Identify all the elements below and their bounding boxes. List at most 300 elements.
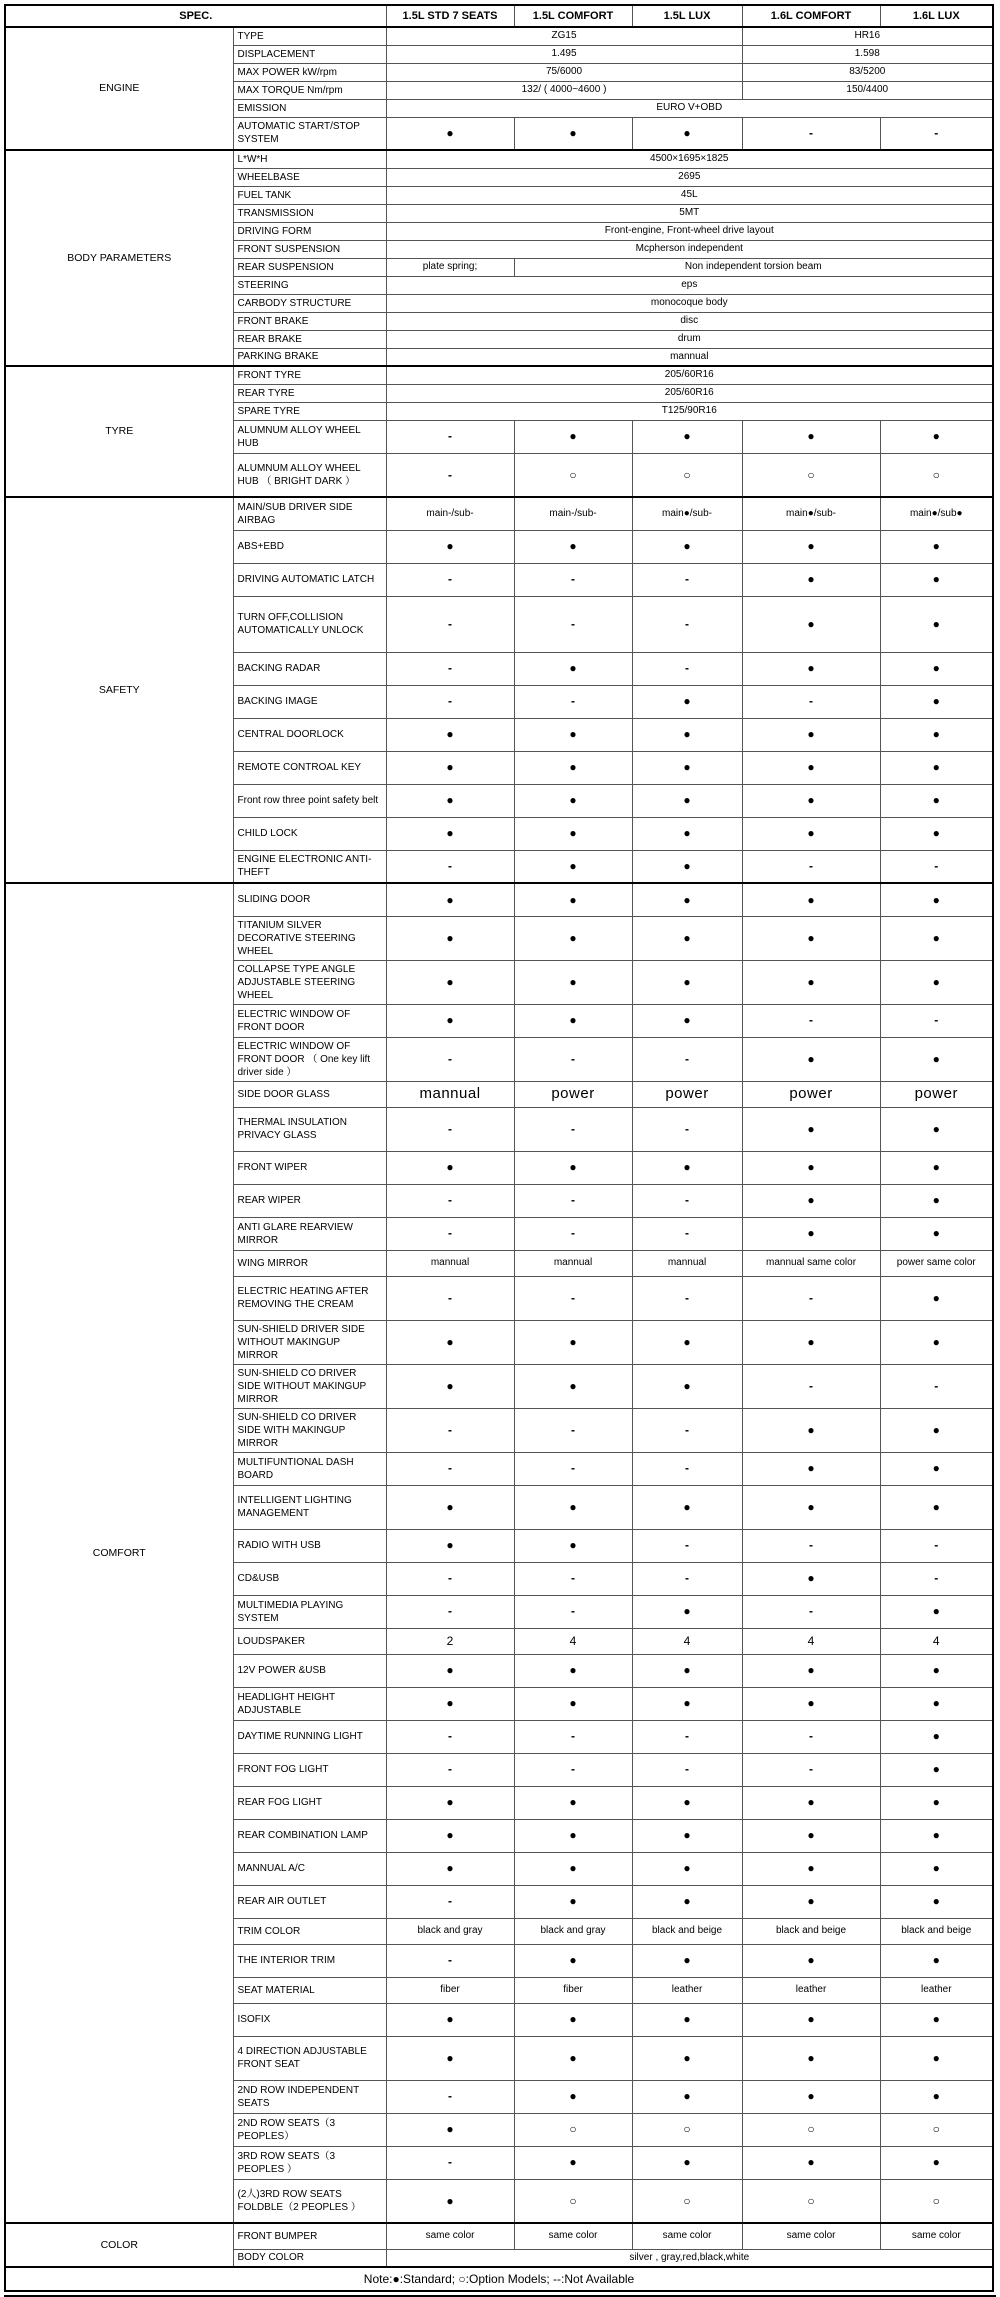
spec-value: leather xyxy=(880,1977,993,2003)
spec-item-label: FRONT BUMPER xyxy=(233,2223,386,2249)
spec-value: ● xyxy=(514,530,632,563)
spec-item-label: HEADLIGHT HEIGHT ADJUSTABLE xyxy=(233,1687,386,1720)
spec-value: ● xyxy=(742,1687,880,1720)
spec-value: plate spring; xyxy=(386,258,514,276)
spec-value: black and beige xyxy=(632,1918,742,1944)
spec-value: ● xyxy=(742,751,880,784)
spec-value: - xyxy=(514,1217,632,1250)
section-label: BODY PARAMETERS xyxy=(5,150,233,366)
spec-value: drum xyxy=(386,330,993,348)
spec-value: - xyxy=(742,117,880,150)
spec-value: ● xyxy=(632,751,742,784)
spec-value: ● xyxy=(880,960,993,1004)
spec-value: mannual xyxy=(514,1250,632,1276)
spec-value: ● xyxy=(880,2146,993,2179)
spec-sheet-page xyxy=(4,4,996,2297)
spec-value: - xyxy=(386,850,514,883)
spec-value: - xyxy=(632,1562,742,1595)
spec-value: ● xyxy=(386,1320,514,1364)
spec-value: ● xyxy=(880,563,993,596)
spec-value: ● xyxy=(742,563,880,596)
spec-value: - xyxy=(514,1408,632,1452)
spec-value: 205/60R16 xyxy=(386,366,993,384)
spec-value: ● xyxy=(386,117,514,150)
spec-item-label: CHILD LOCK xyxy=(233,817,386,850)
spec-value: - xyxy=(386,2146,514,2179)
spec-value: ● xyxy=(632,817,742,850)
spec-value: ● xyxy=(514,751,632,784)
spec-value: ● xyxy=(514,2146,632,2179)
spec-item-label: MAX POWER kW/rpm xyxy=(233,63,386,81)
spec-item-label: MANNUAL A/C xyxy=(233,1852,386,1885)
spec-item-label: REAR AIR OUTLET xyxy=(233,1885,386,1918)
spec-value: ● xyxy=(880,2036,993,2080)
spec-value: - xyxy=(514,1452,632,1485)
spec-value: ● xyxy=(880,784,993,817)
spec-value: ● xyxy=(386,817,514,850)
spec-value: ● xyxy=(742,1485,880,1529)
spec-item-label: TURN OFF,COLLISION AUTOMATICALLY UNLOCK xyxy=(233,596,386,652)
spec-value: ● xyxy=(880,1485,993,1529)
spec-value: ● xyxy=(386,1852,514,1885)
spec-item-label: SUN-SHIELD CO DRIVER SIDE WITHOUT MAKINGUP MIRROR xyxy=(233,1364,386,1408)
spec-value: - xyxy=(742,1753,880,1786)
spec-value: ● xyxy=(514,1944,632,1977)
spec-item-label: REAR SUSPENSION xyxy=(233,258,386,276)
spec-value: ● xyxy=(632,1654,742,1687)
spec-value: ● xyxy=(880,652,993,685)
spec-item-label: ENGINE ELECTRONIC ANTI-THEFT xyxy=(233,850,386,883)
spec-item-label: AUTOMATIC START/STOP SYSTEM xyxy=(233,117,386,150)
spec-value: ● xyxy=(514,2036,632,2080)
spec-item-label: ANTI GLARE REARVIEW MIRROR xyxy=(233,1217,386,1250)
spec-value: - xyxy=(386,563,514,596)
spec-value: same color xyxy=(880,2223,993,2249)
spec-value: ● xyxy=(386,751,514,784)
spec-value: ● xyxy=(632,1819,742,1852)
spec-value: - xyxy=(880,117,993,150)
spec-value: ○ xyxy=(880,453,993,497)
spec-value: - xyxy=(632,563,742,596)
spec-value: - xyxy=(514,563,632,596)
spec-item-label: TYPE xyxy=(233,27,386,45)
spec-value: ● xyxy=(386,2179,514,2223)
spec-value: ○ xyxy=(880,2179,993,2223)
spec-value: same color xyxy=(514,2223,632,2249)
spec-value: ● xyxy=(514,1786,632,1819)
spec-value: ● xyxy=(514,1485,632,1529)
spec-value: power xyxy=(632,1081,742,1107)
spec-value: ○ xyxy=(742,2179,880,2223)
spec-value: power same color xyxy=(880,1250,993,1276)
spec-value: Mcpherson independent xyxy=(386,240,993,258)
spec-value: ● xyxy=(742,817,880,850)
spec-value: 150/4400 xyxy=(742,81,993,99)
spec-value: - xyxy=(386,1276,514,1320)
spec-value: - xyxy=(386,1452,514,1485)
spec-value: - xyxy=(880,1364,993,1408)
column-header-4: 1.6L COMFORT xyxy=(742,5,880,27)
spec-item-label: REAR TYRE xyxy=(233,384,386,402)
spec-item-label: WING MIRROR xyxy=(233,1250,386,1276)
spec-value: 4 xyxy=(880,1628,993,1654)
spec-value: ● xyxy=(742,652,880,685)
spec-value: disc xyxy=(386,312,993,330)
spec-value: ● xyxy=(742,718,880,751)
spec-value: ● xyxy=(632,960,742,1004)
spec-value: - xyxy=(386,1217,514,1250)
spec-value: - xyxy=(514,1037,632,1081)
spec-value: ○ xyxy=(514,2179,632,2223)
spec-value: - xyxy=(742,1529,880,1562)
spec-value: ● xyxy=(880,817,993,850)
spec-value: mannual xyxy=(386,348,993,366)
spec-value: silver , gray,red,black,white xyxy=(386,2249,993,2267)
spec-value: ○ xyxy=(880,2113,993,2146)
spec-header-label: SPEC. xyxy=(5,5,386,27)
spec-item-label: STEERING xyxy=(233,276,386,294)
spec-value: ● xyxy=(880,596,993,652)
spec-item-label: SLIDING DOOR xyxy=(233,883,386,916)
spec-value: - xyxy=(514,685,632,718)
spec-row xyxy=(5,2223,993,2249)
spec-value: - xyxy=(742,685,880,718)
spec-value: ● xyxy=(386,1786,514,1819)
spec-value: - xyxy=(514,1720,632,1753)
spec-table xyxy=(4,4,994,2292)
spec-value: ● xyxy=(880,420,993,453)
spec-item-label: ALUMNUM ALLOY WHEEL HUB （ BRIGHT DARK ） xyxy=(233,453,386,497)
spec-value: ● xyxy=(632,420,742,453)
spec-value: ● xyxy=(742,1852,880,1885)
spec-value: ● xyxy=(386,1004,514,1037)
spec-value: - xyxy=(386,1408,514,1452)
spec-value: - xyxy=(386,1944,514,1977)
spec-item-label: CD&USB xyxy=(233,1562,386,1595)
spec-value: same color xyxy=(632,2223,742,2249)
spec-value: 75/6000 xyxy=(386,63,742,81)
spec-item-label: INTELLIGENT LIGHTING MANAGEMENT xyxy=(233,1485,386,1529)
spec-value: ● xyxy=(632,117,742,150)
spec-value: black and beige xyxy=(742,1918,880,1944)
spec-value: ● xyxy=(742,530,880,563)
spec-value: ● xyxy=(742,420,880,453)
spec-value: mannual xyxy=(386,1250,514,1276)
spec-value: ● xyxy=(386,718,514,751)
spec-value: ● xyxy=(880,1217,993,1250)
spec-item-label: SPARE TYRE xyxy=(233,402,386,420)
spec-value: ● xyxy=(632,1852,742,1885)
spec-value: ● xyxy=(386,2113,514,2146)
spec-item-label: L*W*H xyxy=(233,150,386,168)
spec-value: ● xyxy=(880,1944,993,1977)
spec-value: - xyxy=(880,850,993,883)
table-header-row xyxy=(5,5,993,27)
spec-value: EURO V+OBD xyxy=(386,99,993,117)
spec-value: ● xyxy=(742,1184,880,1217)
spec-value: ● xyxy=(386,916,514,960)
spec-item-label: REMOTE CONTROAL KEY xyxy=(233,751,386,784)
spec-value: ● xyxy=(386,1485,514,1529)
spec-value: ● xyxy=(880,1786,993,1819)
spec-value: ● xyxy=(632,1151,742,1184)
spec-value: ● xyxy=(386,960,514,1004)
spec-item-label: PARKING BRAKE xyxy=(233,348,386,366)
spec-value: ● xyxy=(880,1452,993,1485)
spec-value: - xyxy=(632,1184,742,1217)
spec-value: - xyxy=(632,1529,742,1562)
spec-value: main●/sub● xyxy=(880,497,993,530)
spec-value: - xyxy=(514,596,632,652)
spec-item-label: ELECTRIC WINDOW OF FRONT DOOR xyxy=(233,1004,386,1037)
spec-item-label: ELECTRIC WINDOW OF FRONT DOOR （ One key lift driver side ） xyxy=(233,1037,386,1081)
spec-item-label: LOUDSPAKER xyxy=(233,1628,386,1654)
spec-value: ● xyxy=(514,420,632,453)
spec-value: ○ xyxy=(514,453,632,497)
spec-item-label: WHEELBASE xyxy=(233,168,386,186)
spec-value: - xyxy=(514,1753,632,1786)
spec-value: ● xyxy=(632,850,742,883)
spec-item-label: MAIN/SUB DRIVER SIDE AIRBAG xyxy=(233,497,386,530)
spec-value: - xyxy=(880,1562,993,1595)
spec-value: ● xyxy=(880,1408,993,1452)
spec-value: same color xyxy=(742,2223,880,2249)
spec-value: ● xyxy=(742,784,880,817)
spec-value: black and gray xyxy=(386,1918,514,1944)
spec-value: - xyxy=(632,1107,742,1151)
spec-value: ● xyxy=(514,1004,632,1037)
spec-value: ● xyxy=(742,1562,880,1595)
spec-value: eps xyxy=(386,276,993,294)
spec-value: ● xyxy=(632,2003,742,2036)
spec-value: ● xyxy=(880,718,993,751)
spec-value: power xyxy=(514,1081,632,1107)
spec-value: 45L xyxy=(386,186,993,204)
spec-item-label: FRONT TYRE xyxy=(233,366,386,384)
spec-item-label: ABS+EBD xyxy=(233,530,386,563)
spec-value: ● xyxy=(742,2003,880,2036)
spec-value: ● xyxy=(632,718,742,751)
spec-item-label: ELECTRIC HEATING AFTER REMOVING THE CREAM xyxy=(233,1276,386,1320)
spec-value: ● xyxy=(742,596,880,652)
spec-value: ● xyxy=(742,1151,880,1184)
spec-value: - xyxy=(742,1276,880,1320)
column-header-5: 1.6L LUX xyxy=(880,5,993,27)
spec-value: ● xyxy=(880,1885,993,1918)
spec-value: ● xyxy=(632,2146,742,2179)
spec-value: same color xyxy=(386,2223,514,2249)
spec-value: ● xyxy=(514,652,632,685)
spec-value: 2695 xyxy=(386,168,993,186)
spec-value: ● xyxy=(514,2003,632,2036)
spec-value: black and gray xyxy=(514,1918,632,1944)
spec-value: black and beige xyxy=(880,1918,993,1944)
legend-note: Note:●:Standard; ○:Option Models; --:Not Available xyxy=(5,2267,993,2291)
column-header-2: 1.5L COMFORT xyxy=(514,5,632,27)
spec-value: 2 xyxy=(386,1628,514,1654)
spec-value: - xyxy=(632,1452,742,1485)
spec-item-label: 4 DIRECTION ADJUSTABLE FRONT SEAT xyxy=(233,2036,386,2080)
spec-value: ● xyxy=(632,1595,742,1628)
spec-value: ● xyxy=(742,1452,880,1485)
spec-value: ● xyxy=(514,883,632,916)
spec-value: 4 xyxy=(514,1628,632,1654)
spec-value: ● xyxy=(880,1819,993,1852)
spec-value: ● xyxy=(386,1151,514,1184)
spec-item-label: SIDE DOOR GLASS xyxy=(233,1081,386,1107)
spec-value: 1.598 xyxy=(742,45,993,63)
spec-value: 205/60R16 xyxy=(386,384,993,402)
spec-value: - xyxy=(632,1753,742,1786)
section-label: COLOR xyxy=(5,2223,233,2267)
spec-value: ● xyxy=(880,751,993,784)
spec-value: ● xyxy=(514,117,632,150)
spec-value: ● xyxy=(632,1364,742,1408)
spec-value: ● xyxy=(632,1786,742,1819)
spec-value: ● xyxy=(386,1529,514,1562)
spec-value: ● xyxy=(386,883,514,916)
spec-value: ○ xyxy=(514,2113,632,2146)
spec-value: ● xyxy=(880,1320,993,1364)
spec-item-label: RADIO WITH USB xyxy=(233,1529,386,1562)
spec-value: 4 xyxy=(632,1628,742,1654)
spec-item-label: 2ND ROW INDEPENDENT SEATS xyxy=(233,2080,386,2113)
spec-value: ○ xyxy=(632,2179,742,2223)
spec-item-label: FRONT WIPER xyxy=(233,1151,386,1184)
spec-value: ● xyxy=(742,1408,880,1452)
spec-value: ● xyxy=(742,883,880,916)
spec-value: mannual same color xyxy=(742,1250,880,1276)
spec-value: - xyxy=(632,1217,742,1250)
spec-item-label: FRONT FOG LIGHT xyxy=(233,1753,386,1786)
spec-value: ● xyxy=(514,1654,632,1687)
spec-value: - xyxy=(386,420,514,453)
spec-value: ● xyxy=(880,1687,993,1720)
spec-value: main●/sub- xyxy=(742,497,880,530)
section-label: COMFORT xyxy=(5,883,233,2223)
spec-item-label: BODY COLOR xyxy=(233,2249,386,2267)
spec-value: ● xyxy=(742,1944,880,1977)
spec-value: T125/90R16 xyxy=(386,402,993,420)
spec-value: ● xyxy=(632,530,742,563)
spec-item-label: 3RD ROW SEATS（3 PEOPLES ） xyxy=(233,2146,386,2179)
spec-value: ● xyxy=(386,784,514,817)
spec-item-label: MULTIFUNTIONAL DASH BOARD xyxy=(233,1452,386,1485)
spec-value: ● xyxy=(742,1217,880,1250)
spec-value: ● xyxy=(514,1151,632,1184)
spec-value: ● xyxy=(742,1654,880,1687)
section-label: TYRE xyxy=(5,366,233,497)
spec-value: ● xyxy=(632,1944,742,1977)
spec-value: ○ xyxy=(742,453,880,497)
spec-item-label: (2人)3RD ROW SEATS FOLDBLE（2 PEOPLES ） xyxy=(233,2179,386,2223)
spec-value: ● xyxy=(514,784,632,817)
spec-value: ● xyxy=(514,718,632,751)
spec-value: ● xyxy=(742,1107,880,1151)
spec-value: ● xyxy=(514,1687,632,1720)
spec-item-label: TRIM COLOR xyxy=(233,1918,386,1944)
spec-value: - xyxy=(514,1107,632,1151)
spec-value: - xyxy=(386,1184,514,1217)
spec-row xyxy=(5,27,993,45)
spec-value: - xyxy=(386,1885,514,1918)
spec-value: Front-engine, Front-wheel drive layout xyxy=(386,222,993,240)
spec-value: ● xyxy=(514,2080,632,2113)
spec-item-label: ISOFIX xyxy=(233,2003,386,2036)
spec-value: fiber xyxy=(386,1977,514,2003)
spec-item-label: CARBODY STRUCTURE xyxy=(233,294,386,312)
spec-value: ● xyxy=(386,2036,514,2080)
spec-item-label: 12V POWER &USB xyxy=(233,1654,386,1687)
spec-value: ● xyxy=(742,960,880,1004)
spec-item-label: MULTIMEDIA PLAYING SYSTEM xyxy=(233,1595,386,1628)
spec-value: - xyxy=(742,1720,880,1753)
spec-value: 4 xyxy=(742,1628,880,1654)
legend-row xyxy=(5,2267,993,2291)
spec-value: ● xyxy=(880,1151,993,1184)
spec-item-label: CENTRAL DOORLOCK xyxy=(233,718,386,751)
spec-value: ● xyxy=(880,530,993,563)
spec-value: main●/sub- xyxy=(632,497,742,530)
spec-value: - xyxy=(632,596,742,652)
spec-item-label: DRIVING FORM xyxy=(233,222,386,240)
spec-value: - xyxy=(632,1037,742,1081)
spec-row xyxy=(5,883,993,916)
spec-value: ● xyxy=(632,2080,742,2113)
spec-value: - xyxy=(386,596,514,652)
column-header-1: 1.5L STD 7 SEATS xyxy=(386,5,514,27)
spec-value: ● xyxy=(632,883,742,916)
spec-item-label: FRONT SUSPENSION xyxy=(233,240,386,258)
spec-value: ● xyxy=(880,1184,993,1217)
spec-item-label: DRIVING AUTOMATIC LATCH xyxy=(233,563,386,596)
spec-value: ● xyxy=(880,1595,993,1628)
spec-item-label: SUN-SHIELD DRIVER SIDE WITHOUT MAKINGUP MIRROR xyxy=(233,1320,386,1364)
spec-value: ● xyxy=(514,1852,632,1885)
spec-value: ● xyxy=(632,685,742,718)
spec-value: ● xyxy=(742,1037,880,1081)
spec-value: ● xyxy=(514,850,632,883)
spec-value: ● xyxy=(742,916,880,960)
spec-value: ● xyxy=(386,530,514,563)
spec-value: ● xyxy=(880,1276,993,1320)
spec-item-label: Front row three point safety belt xyxy=(233,784,386,817)
spec-value: ● xyxy=(514,1885,632,1918)
spec-value: ● xyxy=(742,1320,880,1364)
spec-value: ● xyxy=(632,916,742,960)
spec-value: Non independent torsion beam xyxy=(514,258,993,276)
spec-value: - xyxy=(514,1184,632,1217)
spec-item-label: REAR WIPER xyxy=(233,1184,386,1217)
spec-item-label: ALUMNUM ALLOY WHEEL HUB xyxy=(233,420,386,453)
spec-value: ● xyxy=(632,1004,742,1037)
spec-value: ● xyxy=(632,1485,742,1529)
spec-value: ● xyxy=(742,1819,880,1852)
spec-value: ● xyxy=(632,1687,742,1720)
spec-item-label: REAR FOG LIGHT xyxy=(233,1786,386,1819)
spec-row xyxy=(5,150,993,168)
spec-item-label: SEAT MATERIAL xyxy=(233,1977,386,2003)
spec-value: ● xyxy=(632,2036,742,2080)
spec-value: ● xyxy=(880,1654,993,1687)
spec-value: ● xyxy=(880,883,993,916)
spec-value: ● xyxy=(880,916,993,960)
spec-value: ● xyxy=(632,1885,742,1918)
spec-value: ● xyxy=(742,1885,880,1918)
spec-value: ○ xyxy=(632,2113,742,2146)
spec-row xyxy=(5,366,993,384)
spec-value: ● xyxy=(880,1753,993,1786)
